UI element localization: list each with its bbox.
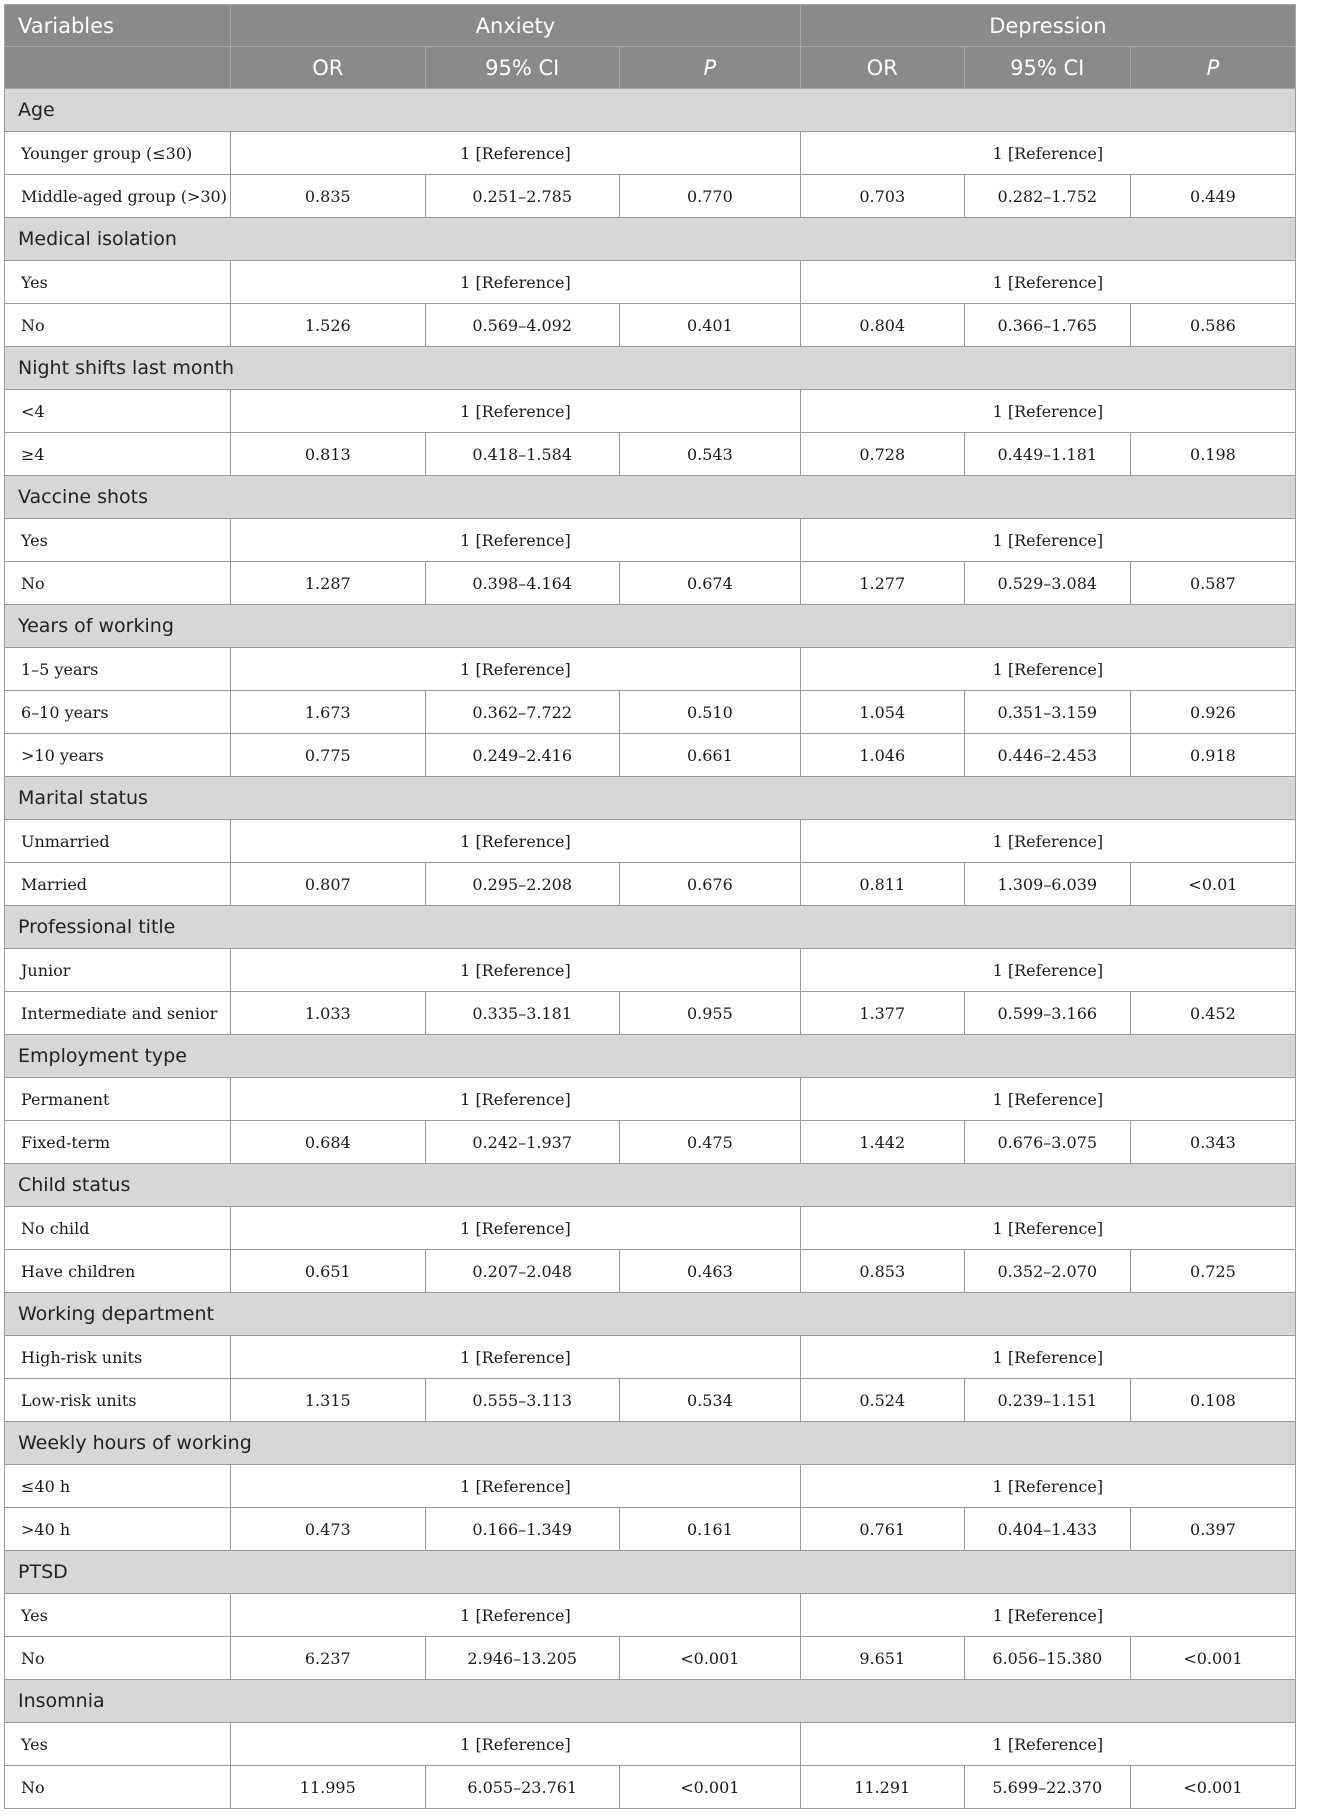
anxiety-reference-cell: 1 [Reference] [231,1207,801,1250]
anxiety-or-cell: 0.684 [231,1121,425,1164]
table-row [5,691,1296,734]
depression-p-cell: <0.01 [1130,863,1295,906]
anxiety-or-cell: 0.473 [231,1508,425,1551]
depression-ci-cell: 0.366–1.765 [964,304,1130,347]
section-title: Child status [5,1164,1296,1207]
depression-reference-cell: 1 [Reference] [800,1207,1295,1250]
anxiety-header: Anxiety [231,5,801,47]
depression-p-cell: 0.586 [1130,304,1295,347]
row-label: 1–5 years [5,648,231,691]
anxiety-ci-cell: 0.166–1.349 [425,1508,619,1551]
depression-or-cell: 1.442 [800,1121,964,1164]
anxiety-ci-cell: 0.295–2.208 [425,863,619,906]
anxiety-ci-cell: 0.555–3.113 [425,1379,619,1422]
section-title: Weekly hours of working [5,1422,1296,1465]
depression-or-cell: 0.703 [800,175,964,218]
depression-or-cell: 0.811 [800,863,964,906]
row-label: 6–10 years [5,691,231,734]
anxiety-ci-cell: 0.569–4.092 [425,304,619,347]
section-title: Professional title [5,906,1296,949]
anxiety-or-cell: 11.995 [231,1766,425,1809]
row-label: Yes [5,1594,231,1637]
anxiety-or-cell: 1.526 [231,304,425,347]
table-row [5,1723,1296,1766]
table-row [5,1250,1296,1293]
depression-p-cell: 0.397 [1130,1508,1295,1551]
table-row [5,863,1296,906]
depression-or-cell: 9.651 [800,1637,964,1680]
depression-reference-cell: 1 [Reference] [800,949,1295,992]
anxiety-or-cell: 1.287 [231,562,425,605]
table-row [5,519,1296,562]
anxiety-ci-cell: 0.251–2.785 [425,175,619,218]
depression-p-cell: 0.343 [1130,1121,1295,1164]
depression-p-header: P [1130,47,1295,89]
section-header-row [5,605,1296,648]
depression-p-cell: 0.452 [1130,992,1295,1035]
anxiety-reference-cell: 1 [Reference] [231,820,801,863]
table-row [5,132,1296,175]
table-row [5,1465,1296,1508]
table-row [5,175,1296,218]
depression-reference-cell: 1 [Reference] [800,519,1295,562]
section-header-row [5,89,1296,132]
depression-or-cell: 0.524 [800,1379,964,1422]
anxiety-reference-cell: 1 [Reference] [231,261,801,304]
depression-ci-cell: 0.239–1.151 [964,1379,1130,1422]
row-label: Middle-aged group (>30) [5,175,231,218]
anxiety-reference-cell: 1 [Reference] [231,1078,801,1121]
anxiety-reference-cell: 1 [Reference] [231,519,801,562]
section-title: Marital status [5,777,1296,820]
section-header-row [5,1035,1296,1078]
row-label: Intermediate and senior [5,992,231,1035]
depression-ci-cell: 0.352–2.070 [964,1250,1130,1293]
depression-header: Depression [800,5,1295,47]
table-row [5,1078,1296,1121]
anxiety-ci-cell: 0.242–1.937 [425,1121,619,1164]
row-label: ≤40 h [5,1465,231,1508]
depression-or-cell: 1.054 [800,691,964,734]
row-label: No [5,1766,231,1809]
anxiety-or-cell: 0.651 [231,1250,425,1293]
anxiety-or-cell: 0.775 [231,734,425,777]
anxiety-p-cell: 0.543 [619,433,800,476]
section-title: Working department [5,1293,1296,1336]
table-row [5,562,1296,605]
anxiety-p-cell: 0.401 [619,304,800,347]
anxiety-p-header: P [619,47,800,89]
anxiety-p-cell: <0.001 [619,1637,800,1680]
anxiety-or-cell: 6.237 [231,1637,425,1680]
anxiety-or-cell: 1.673 [231,691,425,734]
anxiety-ci-cell: 0.207–2.048 [425,1250,619,1293]
table-row [5,390,1296,433]
section-title: Vaccine shots [5,476,1296,519]
depression-or-cell: 0.728 [800,433,964,476]
row-label: Yes [5,261,231,304]
anxiety-reference-cell: 1 [Reference] [231,132,801,175]
anxiety-p-cell: 0.661 [619,734,800,777]
anxiety-p-cell: 0.770 [619,175,800,218]
section-header-row [5,906,1296,949]
depression-ci-cell: 1.309–6.039 [964,863,1130,906]
depression-reference-cell: 1 [Reference] [800,1723,1295,1766]
anxiety-p-cell: <0.001 [619,1766,800,1809]
table-row [5,1594,1296,1637]
anxiety-p-cell: 0.955 [619,992,800,1035]
anxiety-p-cell: 0.510 [619,691,800,734]
depression-p-cell: 0.926 [1130,691,1295,734]
section-header-row [5,1422,1296,1465]
depression-or-cell: 11.291 [800,1766,964,1809]
anxiety-reference-cell: 1 [Reference] [231,1336,801,1379]
row-label: Permanent [5,1078,231,1121]
anxiety-reference-cell: 1 [Reference] [231,1723,801,1766]
depression-reference-cell: 1 [Reference] [800,1336,1295,1379]
anxiety-ci-cell: 0.249–2.416 [425,734,619,777]
depression-reference-cell: 1 [Reference] [800,261,1295,304]
depression-ci-cell: 6.056–15.380 [964,1637,1130,1680]
depression-ci-cell: 0.404–1.433 [964,1508,1130,1551]
anxiety-p-cell: 0.463 [619,1250,800,1293]
depression-or-cell: 1.046 [800,734,964,777]
anxiety-p-cell: 0.676 [619,863,800,906]
row-label: No child [5,1207,231,1250]
section-title: Age [5,89,1296,132]
section-header-row [5,1551,1296,1594]
anxiety-p-cell: 0.674 [619,562,800,605]
anxiety-or-cell: 1.033 [231,992,425,1035]
table-row [5,261,1296,304]
section-header-row [5,1164,1296,1207]
row-label: >40 h [5,1508,231,1551]
depression-reference-cell: 1 [Reference] [800,648,1295,691]
row-label: <4 [5,390,231,433]
depression-ci-cell: 0.282–1.752 [964,175,1130,218]
anxiety-ci-cell: 2.946–13.205 [425,1637,619,1680]
table-row [5,1121,1296,1164]
section-header-row [5,347,1296,390]
depression-or-cell: 1.377 [800,992,964,1035]
header-row-groups [5,5,1296,47]
depression-p-cell: 0.108 [1130,1379,1295,1422]
blank-header-cell [5,47,231,89]
anxiety-or-cell: 1.315 [231,1379,425,1422]
depression-ci-cell: 0.446–2.453 [964,734,1130,777]
depression-reference-cell: 1 [Reference] [800,132,1295,175]
row-label: Younger group (≤30) [5,132,231,175]
anxiety-reference-cell: 1 [Reference] [231,390,801,433]
table-row [5,992,1296,1035]
regression-table [4,4,1296,1809]
row-label: Have children [5,1250,231,1293]
section-header-row [5,1293,1296,1336]
section-header-row [5,1680,1296,1723]
depression-reference-cell: 1 [Reference] [800,1078,1295,1121]
row-label: High-risk units [5,1336,231,1379]
depression-or-cell: 0.761 [800,1508,964,1551]
section-title: Medical isolation [5,218,1296,261]
depression-reference-cell: 1 [Reference] [800,820,1295,863]
row-label: ≥4 [5,433,231,476]
anxiety-ci-cell: 0.398–4.164 [425,562,619,605]
table-row [5,949,1296,992]
row-label: No [5,304,231,347]
depression-ci-cell: 0.599–3.166 [964,992,1130,1035]
row-label: Yes [5,519,231,562]
table-row [5,1379,1296,1422]
anxiety-p-cell: 0.161 [619,1508,800,1551]
anxiety-or-header: OR [231,47,425,89]
depression-p-cell: <0.001 [1130,1637,1295,1680]
table-body [5,89,1296,1809]
row-label: Married [5,863,231,906]
variables-header: Variables [5,5,231,47]
depression-ci-cell: 0.449–1.181 [964,433,1130,476]
anxiety-reference-cell: 1 [Reference] [231,1594,801,1637]
depression-reference-cell: 1 [Reference] [800,1594,1295,1637]
depression-ci-cell: 0.351–3.159 [964,691,1130,734]
table-row [5,734,1296,777]
table-row [5,1336,1296,1379]
depression-ci-cell: 5.699–22.370 [964,1766,1130,1809]
row-label: Low-risk units [5,1379,231,1422]
anxiety-or-cell: 0.813 [231,433,425,476]
table-row [5,648,1296,691]
anxiety-ci-cell: 0.362–7.722 [425,691,619,734]
row-label: Yes [5,1723,231,1766]
row-label: >10 years [5,734,231,777]
table-row [5,433,1296,476]
table-row [5,1207,1296,1250]
depression-or-cell: 0.853 [800,1250,964,1293]
anxiety-reference-cell: 1 [Reference] [231,1465,801,1508]
row-label: Fixed-term [5,1121,231,1164]
anxiety-p-cell: 0.534 [619,1379,800,1422]
depression-reference-cell: 1 [Reference] [800,390,1295,433]
section-header-row [5,777,1296,820]
row-label: No [5,562,231,605]
depression-p-cell: 0.449 [1130,175,1295,218]
row-label: No [5,1637,231,1680]
anxiety-or-cell: 0.807 [231,863,425,906]
row-label: Unmarried [5,820,231,863]
header-row-stats [5,47,1296,89]
table-row [5,1766,1296,1809]
section-header-row [5,476,1296,519]
anxiety-ci-cell: 0.418–1.584 [425,433,619,476]
depression-p-cell: 0.918 [1130,734,1295,777]
depression-p-cell: 0.198 [1130,433,1295,476]
depression-or-cell: 0.804 [800,304,964,347]
table-row [5,1508,1296,1551]
anxiety-ci-cell: 0.335–3.181 [425,992,619,1035]
depression-ci-header: 95% CI [964,47,1130,89]
anxiety-ci-header: 95% CI [425,47,619,89]
depression-p-cell: 0.587 [1130,562,1295,605]
depression-ci-cell: 0.676–3.075 [964,1121,1130,1164]
anxiety-reference-cell: 1 [Reference] [231,949,801,992]
row-label: Junior [5,949,231,992]
depression-or-header: OR [800,47,964,89]
section-title: Night shifts last month [5,347,1296,390]
table-row [5,820,1296,863]
depression-p-cell: 0.725 [1130,1250,1295,1293]
depression-p-cell: <0.001 [1130,1766,1295,1809]
anxiety-p-cell: 0.475 [619,1121,800,1164]
depression-or-cell: 1.277 [800,562,964,605]
depression-ci-cell: 0.529–3.084 [964,562,1130,605]
section-title: Years of working [5,605,1296,648]
anxiety-ci-cell: 6.055–23.761 [425,1766,619,1809]
table-row [5,304,1296,347]
anxiety-reference-cell: 1 [Reference] [231,648,801,691]
section-header-row [5,218,1296,261]
depression-reference-cell: 1 [Reference] [800,1465,1295,1508]
section-title: PTSD [5,1551,1296,1594]
table-row [5,1637,1296,1680]
section-title: Employment type [5,1035,1296,1078]
anxiety-or-cell: 0.835 [231,175,425,218]
section-title: Insomnia [5,1680,1296,1723]
